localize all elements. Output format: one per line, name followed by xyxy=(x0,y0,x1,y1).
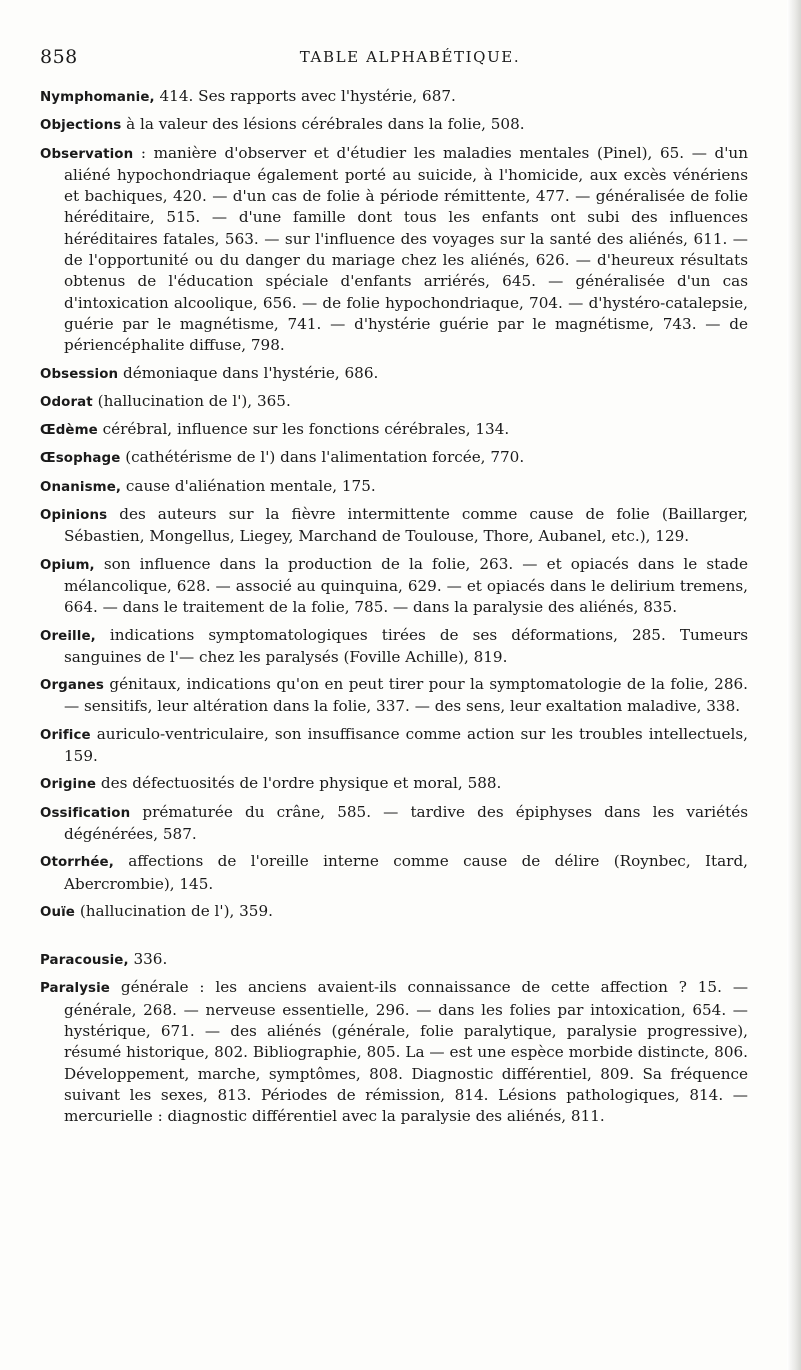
index-text: affections de l'oreille interne comme cause de délire (Roynbec, Itard, Abercrombie), 145. xyxy=(64,852,748,893)
index-term: Otorrhée, xyxy=(40,855,114,871)
page-edge-shadow xyxy=(787,0,801,1370)
index-entry-organes xyxy=(40,674,748,718)
index-entry-origine xyxy=(40,773,748,795)
index-entry-paralysie xyxy=(40,977,748,1127)
index-entry-ossification xyxy=(40,802,748,846)
index-term: Organes xyxy=(40,678,104,694)
index-text: : manière d'observer et d'étudier les maladies mentales (Pinel), 65. — d'un aliéné hypochondriaque également porté au suicide, à l'homicide, aux excès vénériens et bachiques, 420. — d'un cas de folie à période rémittente, 477. — généralisée de folie héréditaire, 515. — d'une famille dont tous les enfants ont subi des influences héréditaires fatales, 563. — sur l'influence des voyages sur la santé des aliénés, 611. — de l'opportunité ou du danger du mariage chez les aliénés, 626. — d'heureux résultats obtenus de l'éducation spéciale d'enfants arriérés, 645. — généralisée d'un cas d'intoxication alcoolique, 656. — de folie hypochondriaque, 704. — d'hystéro-catalepsie, guérie par le magnétisme, 741. — d'hystérie guérie par le magnétisme, 743. — de périencéphalite diffuse, 798. xyxy=(64,143,748,355)
index-text: des défectuosités de l'ordre physique et moral, 588. xyxy=(96,774,502,793)
index-text: 414. Ses rapports avec l'hystérie, 687. xyxy=(154,87,456,105)
index-entry-oesophage xyxy=(40,447,748,469)
index-text: (hallucination de l'), 359. xyxy=(75,901,273,920)
index-entry-objections xyxy=(40,114,748,136)
index-term: Opinions xyxy=(40,508,108,524)
running-title: TABLE ALPHABÉTIQUE. xyxy=(299,48,521,66)
index-text: cause d'aliénation mentale, 175. xyxy=(121,476,376,495)
index-term: Onanisme, xyxy=(40,479,122,495)
index-text: à la valeur des lésions cérébrales dans la folie, 508. xyxy=(121,115,525,134)
index-entry-ouie xyxy=(40,901,748,923)
index-text: cérébral, influence sur les fonctions cérébrales, 134. xyxy=(97,420,510,439)
index-term: Nymphomanie, xyxy=(40,90,155,105)
index-term: Opium, xyxy=(40,557,95,573)
index-term: Paracousie, xyxy=(40,953,129,969)
index-text: auriculo-ventriculaire, son insuffisance comme action sur les troubles intellectuels, 159. xyxy=(64,724,748,766)
index-term: Obsession xyxy=(40,366,119,382)
index-text: génitaux, indications qu'on en peut tirer pour la symptomatologie de la folie, 286. — sensitifs, leur altération dans la folie, 337. — des sens, leur exaltation maladive, 338. xyxy=(64,675,748,716)
index-entry-oedeme xyxy=(40,419,748,441)
index-term: Orifice xyxy=(40,727,91,743)
index-entry-opium xyxy=(40,554,748,619)
index-text: générale : les anciens avaient-ils connaissance de cette affection ? 15. — générale, 268. — nerveuse essentielle, 296. — dans les folies par intoxication, 654. — hystérique, 671. — des aliénés (générale, folie paralytique, paralysie progressive), résumé historique, 802. Bibliographie, 805. La — est une espèce morbide distincte, 806. Développement, marche, symptômes, 808. Diagnostic différentiel, 809. Sa fréquence suivant les sexes, 813. Périodes de rémission, 814. Lésions pathologiques, 814. — mercurielle : diagnostic différentiel avec la paralysie des aliénés, 811. xyxy=(64,978,748,1126)
index-term: Odorat xyxy=(40,394,93,410)
page-header xyxy=(40,46,740,72)
index-term: Œsophage xyxy=(40,451,121,467)
index-text: des auteurs sur la fièvre intermittente comme cause de folie (Baillarger, Sébastien, Mongellus, Liegey, Marchand de Toulouse, Thore, Aubanel, etc.), 129. xyxy=(64,505,748,546)
index-entry-paracousie xyxy=(40,949,748,971)
index-text: (cathétérisme de l') dans l'alimentation forcée, 770. xyxy=(120,448,525,467)
index-term: Observation xyxy=(40,146,134,162)
index-entry-opinions xyxy=(40,504,748,548)
index-term: Origine xyxy=(40,777,97,793)
index-term: Ossification xyxy=(40,805,131,821)
index-text: prématurée du crâne, 585. — tardive des épiphyses dans les variétés dégénérées, 587. xyxy=(64,802,748,843)
index-term: Paralysie xyxy=(40,981,110,997)
index-text: 336. xyxy=(128,950,168,969)
index-entry-orifice xyxy=(40,724,748,768)
index-entry-onanisme xyxy=(40,476,748,498)
index-text: indications symptomatologiques tirées de ses déformations, 285. Tumeurs sanguines de l'— chez les paralysés (Foville Achille), 819. xyxy=(64,625,748,666)
index-entries xyxy=(40,86,748,1133)
index-term: Œdème xyxy=(40,423,98,439)
index-text: (hallucination de l'), 365. xyxy=(92,391,291,410)
index-term: Oreille, xyxy=(40,628,96,644)
index-entry-nymphomanie xyxy=(40,86,748,108)
index-entry-otorrhee xyxy=(40,851,748,895)
index-entry-observation xyxy=(40,143,748,357)
index-term: Objections xyxy=(40,118,122,134)
index-text: démoniaque dans l'hystérie, 686. xyxy=(118,363,379,382)
index-term: Ouïe xyxy=(40,904,75,920)
page-number: 858 xyxy=(40,46,78,68)
index-entry-odorat xyxy=(40,391,748,413)
index-entry-oreille xyxy=(40,625,748,669)
index-text: son influence dans la production de la folie, 263. — et opiacés dans le stade mélancolique, 628. — associé au quinquina, 629. — et opiacés dans le delirium tremens, 664. — dans le traitement de la folie, 785. — dans la paralysie des aliénés, 835. xyxy=(64,554,748,617)
index-entry-obsession xyxy=(40,363,748,385)
